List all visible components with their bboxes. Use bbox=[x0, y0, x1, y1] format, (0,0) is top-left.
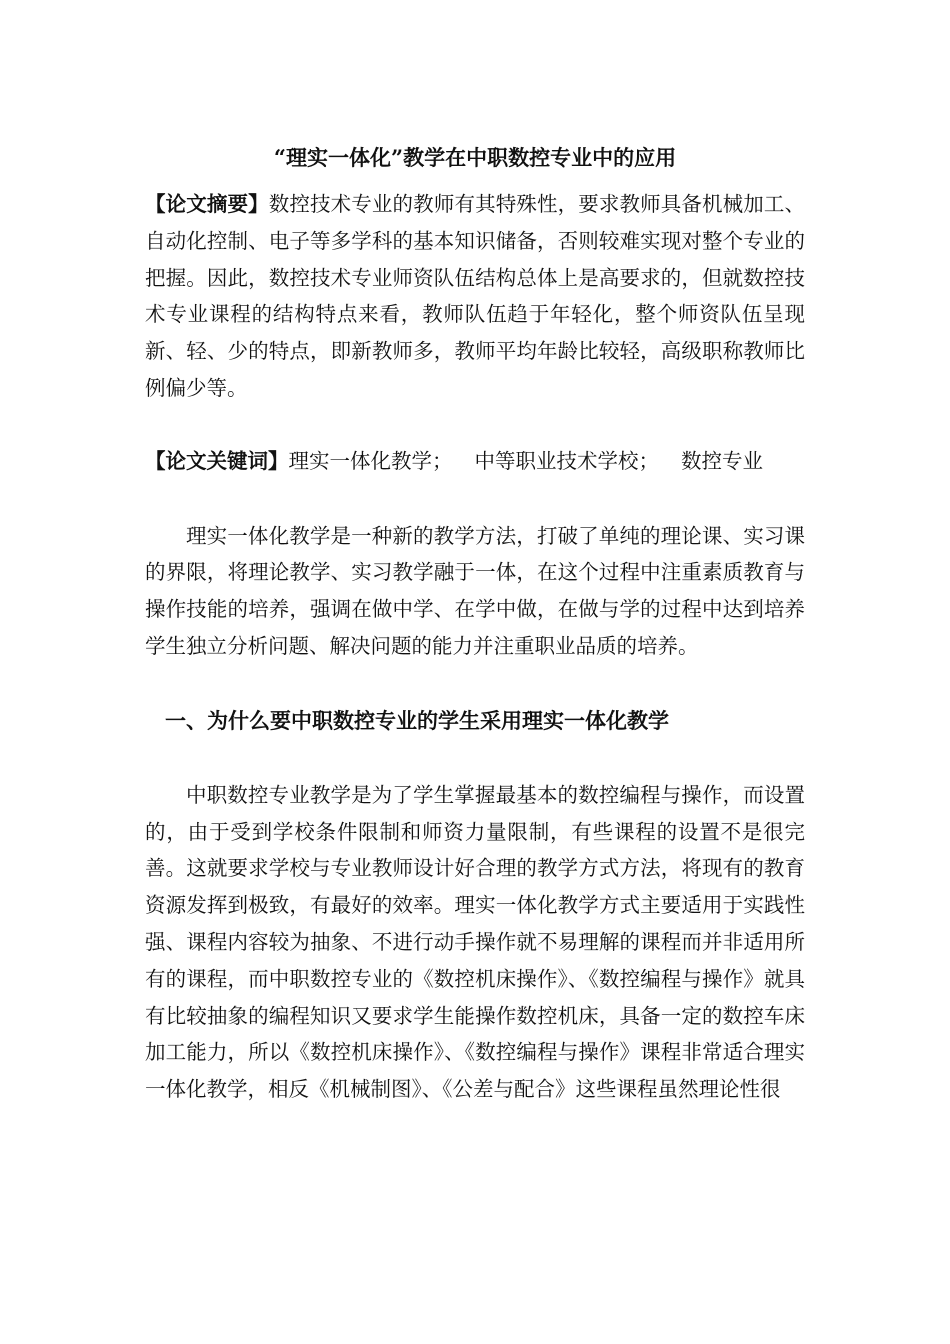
section-heading: 一、为什么要中职数控专业的学生采用理实一体化教学 bbox=[165, 707, 669, 733]
spacer bbox=[145, 739, 805, 777]
paper-title: “理实一体化”教学在中职数控专业中的应用 bbox=[273, 145, 677, 170]
keywords-label: 【论文关键词】 bbox=[145, 448, 289, 473]
intro-paragraph: 理实一体化教学是一种新的教学方法，打破了单纯的理论课、实习课的界限，将理论教学、实习教学融于一体，在这个过程中注重素质教育与操作技能的培养，强调在做中学、在学中做，在做与学的过程中达到培养学生独立分析问题、解决问题的能力并注重职业品质的培养。 bbox=[145, 523, 805, 658]
spacer bbox=[145, 407, 805, 443]
abstract-paragraph bbox=[145, 186, 805, 407]
section1-paragraph: 中职数控专业教学是为了学生掌握最基本的数控编程与操作，而设置的，由于受到学校条件限制和师资力量限制，有些课程的设置不是很完善。这就要求学校与专业教师设计好合理的教学方式方法，将现有的教育资源发挥到极致，有最好的效率。理实一体化教学方式主要适用于实践性强、课程内容较为抽象、不进行动手操作就不易理解的课程而并非适用所有的课程，而中职数控专业的《数控机床操作》、《数控编程与操作》就具有比较抽象的编程知识又要求学生能操作数控机床，具备一定的数控车床加工能力，所以《数控机床操作》、《数控编程与操作》课程非常适合理实一体化教学，相反《机械制图》、《公差与配合》这些课程虽然理论性很 bbox=[145, 782, 805, 1102]
keyword-item: 理实一体化教学； bbox=[288, 448, 453, 473]
keyword-item: 数控专业 bbox=[681, 448, 763, 473]
abstract-label: 【论文摘要】 bbox=[145, 192, 269, 216]
keywords-line bbox=[145, 443, 805, 480]
spacer bbox=[145, 480, 805, 518]
abstract-text: 数控技术专业的教师有其特殊性，要求教师具备机械加工、自动化控制、电子等多学科的基本知识储备，否则较难实现对整个专业的把握。因此，数控技术专业师资队伍结构总体上是高要求的，但就数控技术专业课程的结构特点来看，教师队伍趋于年轻化，整个师资队伍呈现新、轻、少的特点，即新教师多，教师平均年龄比较轻，高级职称教师比例偏少等。 bbox=[145, 192, 806, 400]
keyword-item: 中等职业技术学校； bbox=[474, 448, 659, 473]
spacer bbox=[145, 665, 805, 703]
document-page bbox=[145, 140, 805, 1108]
